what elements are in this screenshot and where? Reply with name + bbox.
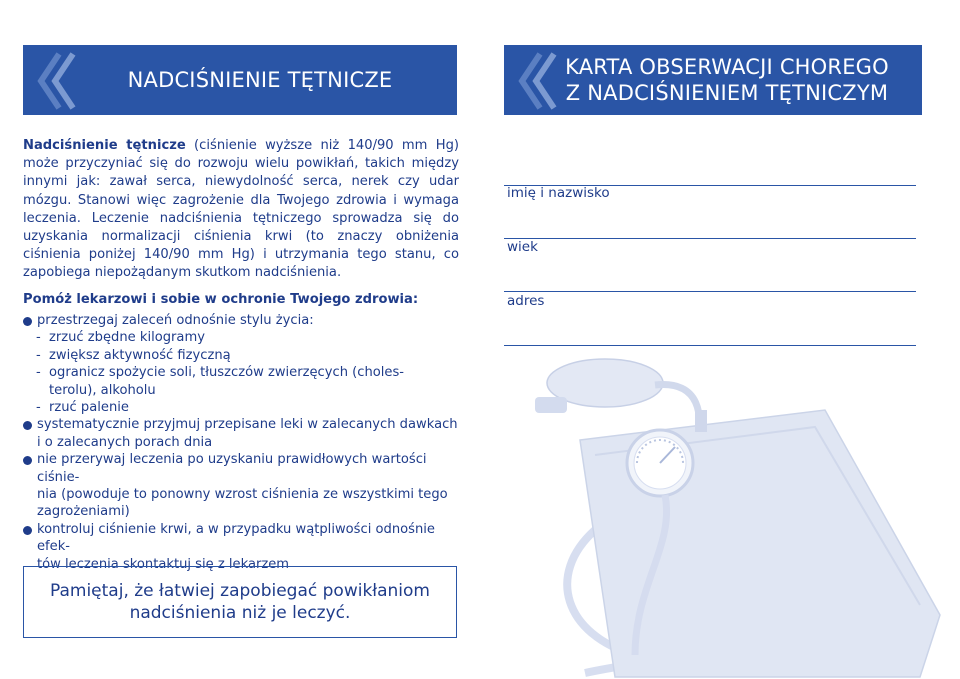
list-subitem-text: zrzuć zbędne kilogramy [49,330,205,346]
list-item-continuation [23,486,463,503]
list-item-text: systematycznie przyjmuj przepisane leki w zalecanych dawkach [37,417,458,433]
advice-list [23,312,463,573]
list-subitem [23,347,463,364]
intro-paragraph [23,137,459,283]
reminder-line2: nadciśnienia niż je leczyć. [129,603,351,623]
list-item-text: przestrzegaj zaleceń odnośnie stylu życia: [37,313,314,328]
bullet-icon [23,421,32,430]
dash: - [36,365,41,381]
address-field-line [504,291,916,292]
dash: - [36,347,41,363]
intro-bold-term: Nadciśnienie tętnicze [23,138,186,153]
age-field-line [504,238,916,239]
dash: - [36,400,41,416]
right-banner-title [537,54,889,107]
list-item [23,521,463,556]
list-item-text: zagrożeniami) [37,504,130,520]
list-subitem-text: terolu), alkoholu [49,382,156,398]
list-subitem-text: rzuć palenie [49,400,129,416]
reminder-box [23,566,457,638]
dash: - [36,330,41,346]
right-banner-title-line1: KARTA OBSERWACJI CHOREGO [565,54,889,79]
age-field-label: wiek [507,239,538,255]
list-item-continuation [23,434,463,451]
list-item-text: i o zalecanych porach dnia [37,434,213,450]
name-field-label: imię i nazwisko [507,185,610,201]
list-subitem [23,399,463,416]
list-subitem [23,364,463,381]
right-banner [504,45,922,115]
list-subitem-text: zwiększ aktywność fizyczną [49,347,231,363]
intro-text: (ciśnienie wyższe niż 140/90 mm Hg) może przyczyniać się do rozwoju wielu powikłań, takich między innymi jak: zawał serca, niewydolność serca, nerek czy udar mózgu. Stanowi więc zagrożenie dla Twojego zdrowia i wymaga leczenia. Leczenie nadciśnienia tętniczego sprowadza się do uzyskania normalizacji ciśnienia krwi (to znaczy obniżenia ciśnienia poniżej 140/90 mm Hg) i utrzymania tego stanu, co zapobiega niepożądanym skutkom nadciśnienia. [23,138,459,281]
right-banner-title-line2: Z NADCIŚNIENIEM TĘTNICZYM [565,81,889,105]
left-banner-title: NADCIŚNIENIE TĘTNICZE [127,67,393,92]
bullet-icon [23,526,32,535]
address-field-label: adres [507,293,545,309]
address-field-line-2 [504,345,916,346]
list-item-text: nia (powoduje to ponowny wzrost ciśnienia ze wszystkimi tego [37,487,448,503]
list-subitem [23,329,463,346]
bullet-icon [23,317,32,326]
help-heading: Pomóż lekarzowi i sobie w ochronie Twojego zdrowia: [23,292,419,307]
list-item [23,451,463,486]
list-item-text: tów leczenia skontaktuj się z lekarzem [37,556,290,572]
left-banner [23,45,457,115]
reminder-line1: Pamiętaj, że łatwiej zapobiegać powikłaniom [49,581,430,601]
double-chevron-left-icon [514,50,558,112]
blood-pressure-monitor-icon [525,355,960,679]
list-item-text: kontroluj ciśnienie krwi, a w przypadku wątpliwości odnośnie efek- [37,521,435,555]
list-item-continuation [23,503,463,520]
list-item-text: nie przerywaj leczenia po uzyskaniu prawidłowych wartości ciśnie- [37,452,427,485]
double-chevron-left-icon [33,50,77,112]
bullet-icon [23,456,32,465]
list-item [23,312,463,329]
list-subitem-continuation [23,382,463,399]
list-item [23,416,463,433]
list-subitem-text: ogranicz spożycie soli, tłuszczów zwierzęcych (choles- [49,365,405,381]
